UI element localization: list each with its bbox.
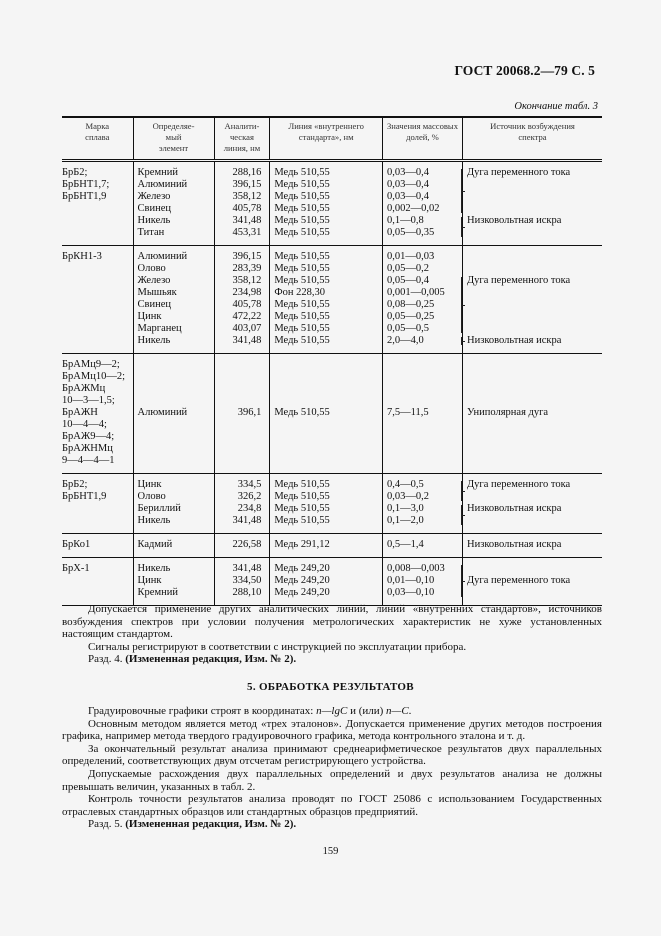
table-row [62,534,602,558]
cell-excitation-source: Дуга переменного тока [463,558,603,606]
amendment-note: (Измененная редакция, Изм. № 2). [125,818,297,831]
cell-mass-fraction: 0,5—1,4 [382,534,462,558]
cell-mass-fraction: 0,03—0,4 0,03—0,4 0,03—0,4 0,002—0,02 0,1—0,8 0,05—0,35 [382,161,462,246]
amendment-note: (Измененная редакция, Изм. № 2). [125,653,297,666]
cell-alloy-grade: БрАМц9—2; БрАМц10—2; БрАЖМц 10—3—1,5; БрАЖН 10—4—4; БрАЖ9—4; БрАЖНМц 9—4—4—1 [62,354,133,474]
cell-element: Алюминий [133,354,214,474]
table-row [62,246,602,354]
cell-mass-fraction: 0,008—0,003 0,01—0,10 0,03—0,10 [382,558,462,606]
page-header: ГОСТ 20068.2—79 С. 5 [454,63,595,78]
cell-analytical-line: 226,58 [214,534,270,558]
cell-analytical-line: 341,48 334,50 288,10 [214,558,270,606]
col-header-alloy: Марка сплава [62,117,133,161]
cell-internal-standard: Медь 510,55 Медь 510,55 Медь 510,55 Медь 510,55 Медь 510,55 Медь 510,55 [270,161,383,246]
table-row [62,161,602,246]
cell-element: Никель Цинк Кремний [133,558,214,606]
col-header-excitation-source: Источник возбуждения спектра [463,117,603,161]
cell-internal-standard: Медь 291,12 [270,534,383,558]
cell-element: Кремний Алюминий Железо Свинец Никель Титан [133,161,214,246]
page-number: 159 [322,846,339,857]
cell-analytical-line: 334,5 326,2 234,8 341,48 [214,474,270,534]
brace-icon [457,505,462,525]
section-5-body [62,705,602,831]
cell-mass-fraction: 0,01—0,03 0,05—0,2 0,05—0,4 0,001—0,005 0,08—0,25 0,05—0,25 0,05—0,5 2,0—4,0 [382,246,462,354]
paragraph: Допускается применение других аналитических линий, линий «внутренних стандартов», источников возбуждения спектров при условии получения метрологических характеристик не хуже установленных настоящим стандартом. [62,603,602,641]
table-row [62,474,602,534]
cell-analytical-line: 396,15 283,39 358,12 234,98 405,78 472,22 403,07 341,48 [214,246,270,354]
brace-icon [457,169,462,213]
table-row [62,354,602,474]
formula: n—C [386,705,409,717]
paragraph: Допускаемые расхождения двух параллельных определений и двух результатов анализа не должны превышать величин, указанных в табл. 2. [62,767,602,793]
table-header-row [62,117,602,161]
cell-mass-fraction: 7,5—11,5 [382,354,462,474]
paragraph: Контроль точности результатов анализа проводят по ГОСТ 25086 с использованием Государственных отраслевых стандартных образцов или стандартных образцов предприятий. [62,793,602,818]
brace-icon [457,277,462,333]
brace-icon [457,337,462,345]
spectral-lines-table [62,116,602,606]
cell-excitation-source: Дуга переменного тока Низковольтная искра [463,161,603,246]
brace-icon [457,217,462,237]
formula: n—lgC [316,705,348,717]
table-caption: Окончание табл. 3 [514,101,598,112]
col-header-analytical-line: Аналити- ческая линия, нм [214,117,270,161]
cell-internal-standard: Медь 249,20 Медь 249,20 Медь 249,20 [270,558,383,606]
col-header-mass-fraction: Значения массовых долей, % [382,117,462,161]
cell-excitation-source: Низковольтная искра [463,534,603,558]
cell-internal-standard: Медь 510,55 [270,354,383,474]
cell-excitation-source: Униполярная дуга [463,354,603,474]
cell-alloy-grade: БрБ2; БрБНТ1,7; БрБНТ1,9 [62,161,133,246]
brace-icon [457,565,462,597]
paragraph: За окончательный результат анализа принимают среднеарифметическое результатов двух параллельных определений, соответствующих двум отсчетам регистрирующего устройства. [62,742,602,768]
section-title: 5. ОБРАБОТКА РЕЗУЛЬТАТОВ [247,681,414,693]
cell-element: Цинк Олово Бериллий Никель [133,474,214,534]
paragraph: Разд. 5. (Измененная редакция, Изм. № 2). [88,818,297,831]
col-header-internal-standard: Линия «внутреннего стандарта», нм [270,117,383,161]
cell-internal-standard: Медь 510,55 Медь 510,55 Медь 510,55 Медь 510,55 [270,474,383,534]
cell-element: Алюминий Олово Железо Мышьяк Свинец Цинк Марганец Никель [133,246,214,354]
col-header-element: Определяе- мый элемент [133,117,214,161]
cell-element: Кадмий [133,534,214,558]
paragraph: Разд. 4. (Измененная редакция, Изм. № 2). [88,653,297,666]
paragraph: Сигналы регистрируют в соответствии с инструкцией по эксплуатации прибора. [88,640,467,653]
brace-icon [457,481,462,501]
cell-alloy-grade: БрКН1-3 [62,246,133,354]
section-4-tail [62,603,602,666]
cell-internal-standard: Медь 510,55 Медь 510,55 Медь 510,55 Фон 228,30 Медь 510,55 Медь 510,55 Медь 510,55 Медь 510,55 [270,246,383,354]
cell-mass-fraction: 0,4—0,5 0,03—0,2 0,1—3,0 0,1—2,0 [382,474,462,534]
table-row [62,558,602,606]
cell-analytical-line: 396,1 [214,354,270,474]
cell-excitation-source: Дуга переменного тока Низковольтная искра [463,474,603,534]
cell-alloy-grade: БрКо1 [62,534,133,558]
cell-alloy-grade: БрХ-1 [62,558,133,606]
paragraph: Градуировочные графики строят в координатах: n—lgC и (или) n—C. [88,705,412,717]
cell-alloy-grade: БрБ2; БрБНТ1,9 [62,474,133,534]
paragraph: Основным методом является метод «трех эталонов». Допускается применение других методов построения графика, например метода твердого градуировочного графика, метода контрольного эталона и т. д. [62,717,602,743]
cell-excitation-source: Дуга переменного тока Низковольтная искра [463,246,603,354]
cell-analytical-line: 288,16 396,15 358,12 405,78 341,48 453,31 [214,161,270,246]
